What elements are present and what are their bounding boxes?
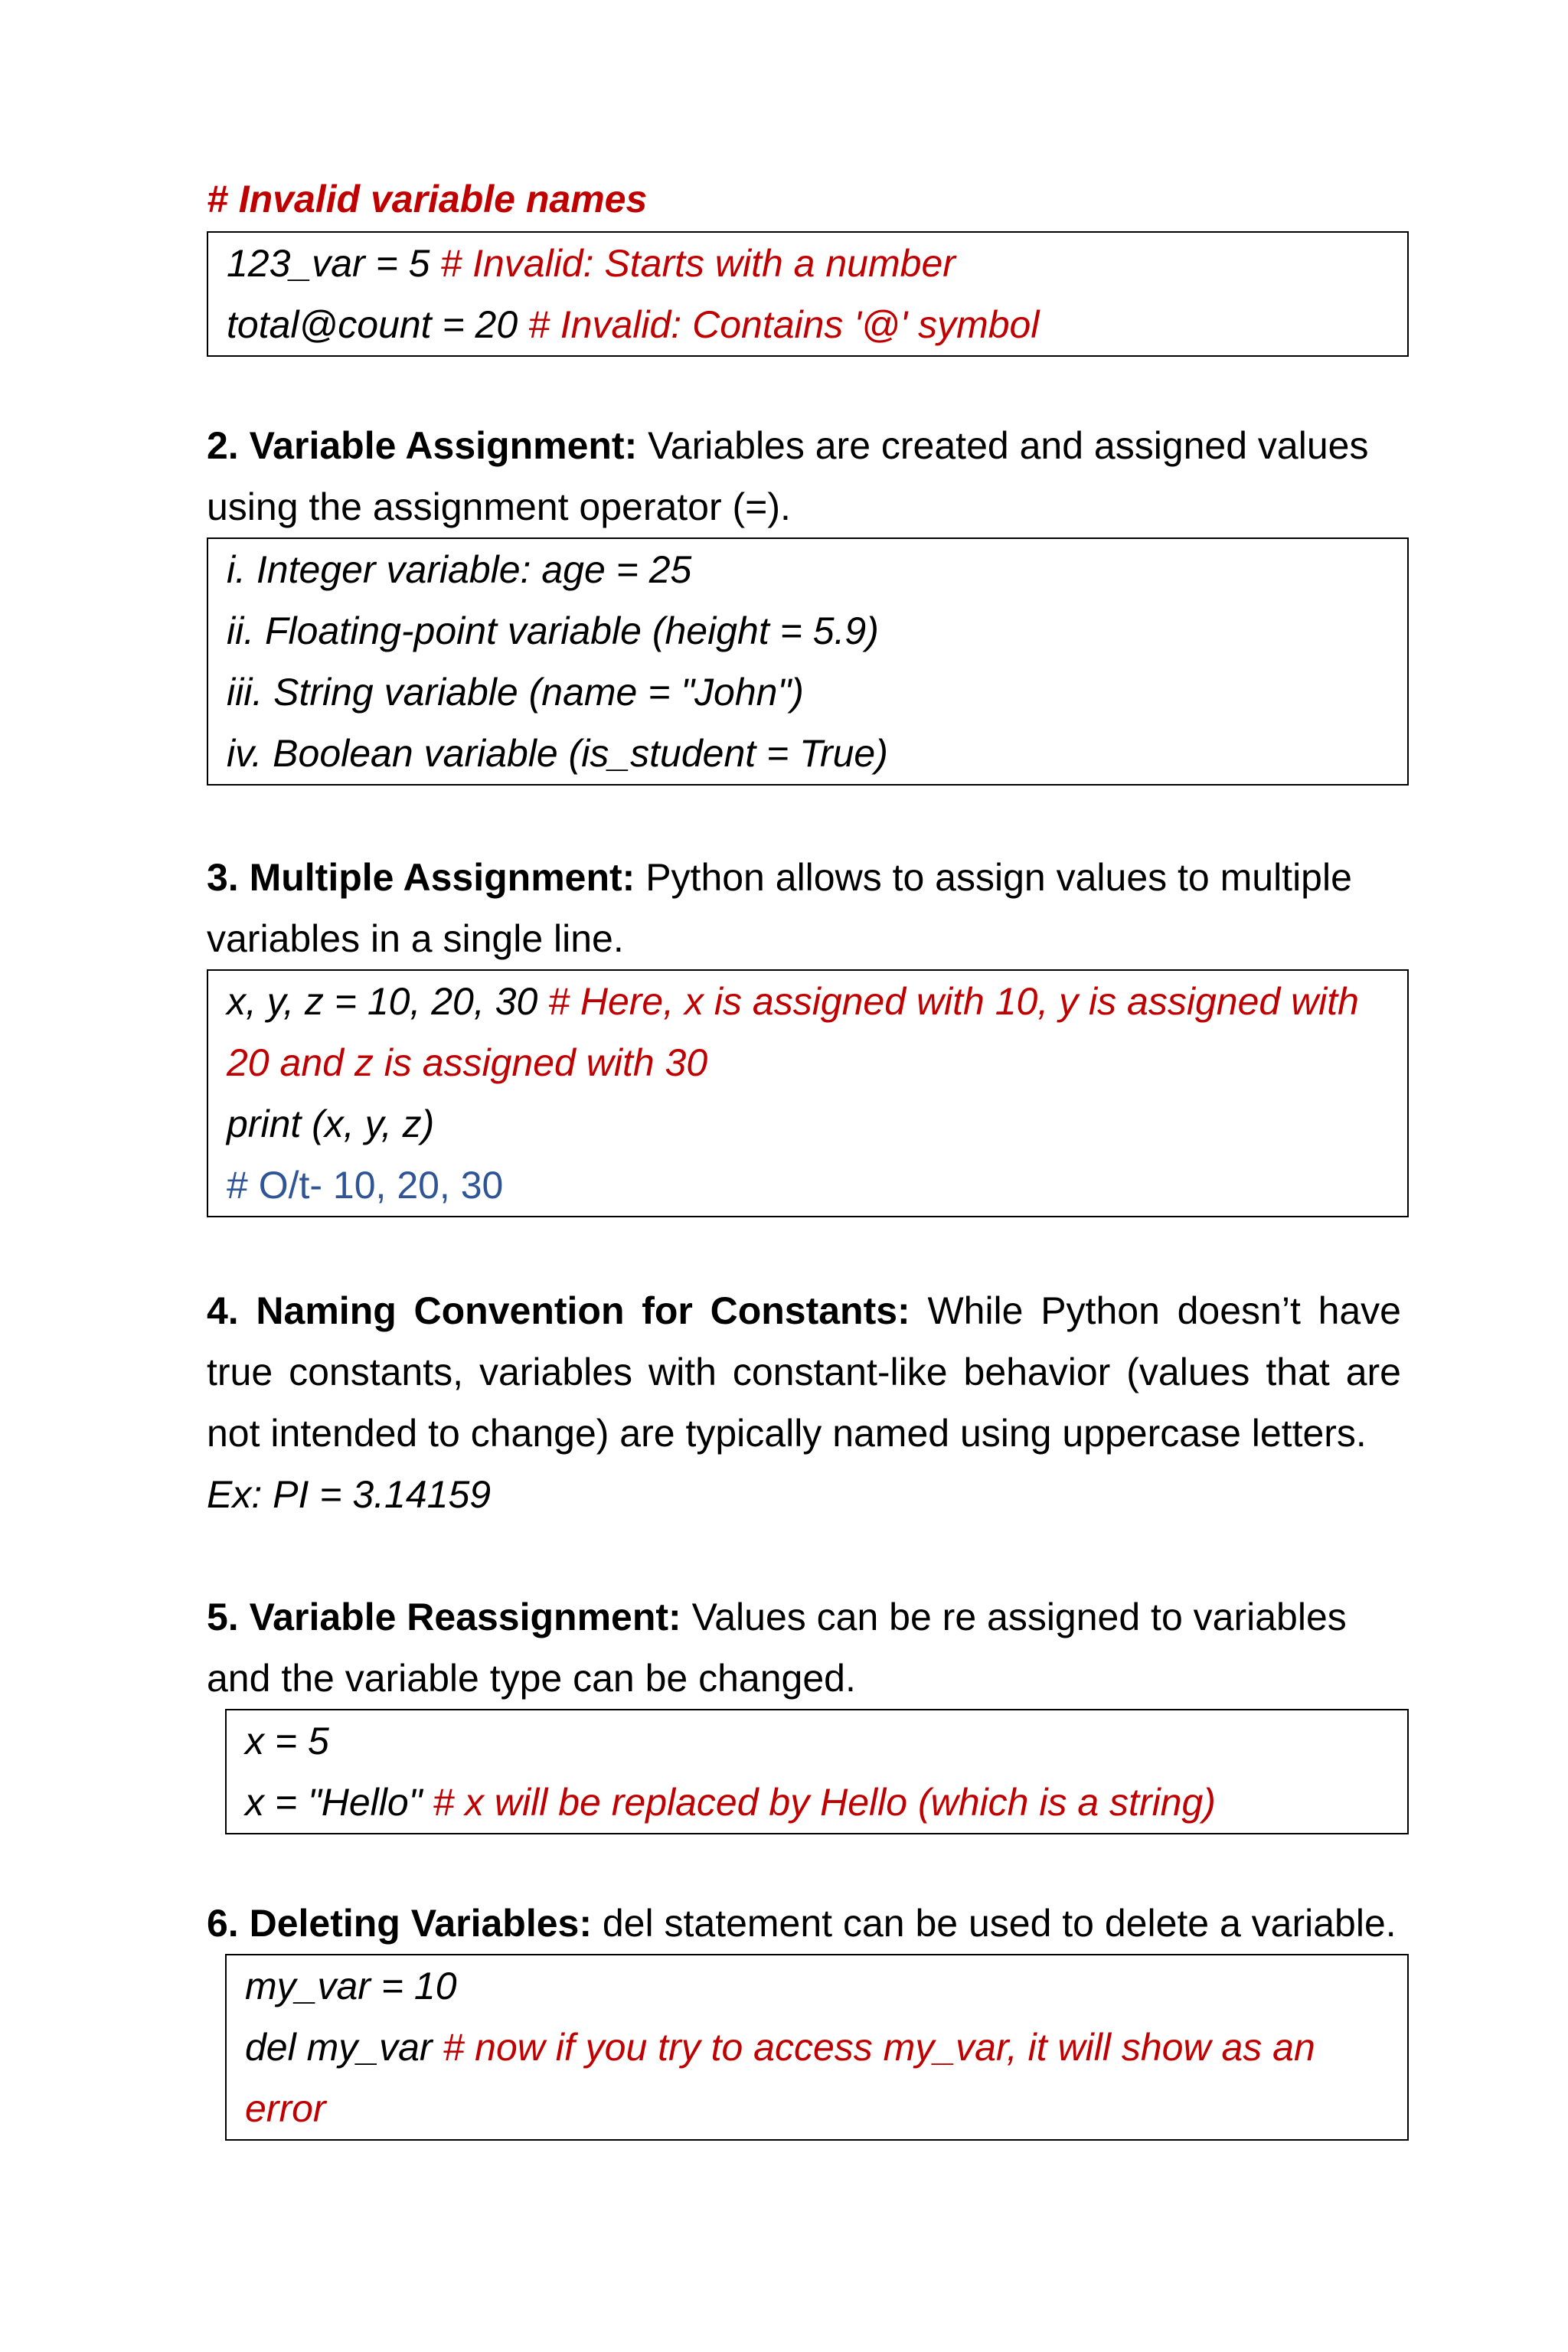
code-line: ii. Floating-point variable (height = 5.9) [227, 609, 879, 652]
deleting-body: del statement can be used to delete a variable. [591, 1902, 1396, 1945]
reassignment-body: Values can be re assigned to variables and the variable type can be changed. [207, 1596, 1347, 1700]
code-text: x, y, z = 10, 20, 30 [227, 980, 549, 1023]
code-line [208, 233, 1407, 294]
constants-title: 4. Naming Convention for Constants: [207, 1289, 910, 1332]
constants-example: Ex: PI = 3.14159 [207, 1473, 492, 1516]
code-line [208, 294, 1407, 355]
deleting-title: 6. Deleting Variables: [207, 1902, 592, 1945]
code-line: iv. Boolean variable (is_student = True) [227, 732, 888, 775]
invalid-names-code-box [207, 231, 1409, 357]
code-comment: # Here, x is assigned with 10, y is assigned with 20 and z is assigned with 30 [227, 980, 1359, 1084]
code-line: x = 5 [245, 1720, 329, 1762]
assignment-code-box [207, 537, 1409, 786]
output-line: # O/t- 10, 20, 30 [227, 1164, 504, 1207]
code-line: print (x, y, z) [227, 1102, 435, 1145]
multiple-paragraph [207, 847, 1401, 969]
code-comment: # x will be replaced by Hello (which is a string) [433, 1781, 1216, 1824]
code-text: 123_var = 5 [227, 242, 441, 285]
code-line: i. Integer variable: age = 25 [227, 548, 692, 591]
code-comment: # now if you try to access my_var, it will show as an error [245, 2026, 1315, 2130]
multiple-title: 3. Multiple Assignment: [207, 856, 635, 899]
code-comment: # Invalid: Starts with a number [440, 242, 956, 285]
code-line: my_var = 10 [245, 1965, 457, 2007]
reassignment-code-box [225, 1709, 1409, 1834]
deleting-paragraph [207, 1893, 1401, 1954]
reassignment-title: 5. Variable Reassignment: [207, 1596, 681, 1638]
code-line: iii. String variable (name = "John") [227, 671, 804, 714]
assignment-body: Variables are created and assigned values using the assignment operator (=). [207, 424, 1369, 528]
assignment-paragraph [207, 415, 1401, 537]
multiple-code-box [207, 969, 1409, 1217]
multiple-body: Python allows to assign values to multiple variables in a single line. [207, 856, 1352, 960]
deleting-code-box [225, 1954, 1409, 2141]
constants-paragraph [207, 1280, 1401, 1464]
assignment-title: 2. Variable Assignment: [207, 424, 638, 467]
code-line [227, 2017, 1407, 2139]
code-text: total@count = 20 [227, 303, 529, 346]
code-line [227, 1772, 1407, 1833]
reassignment-paragraph [207, 1586, 1401, 1709]
code-text: del my_var [245, 2026, 443, 2069]
constants-body: While Python doesn’t have true constants, variables with constant-like behavior (values that are not intended to change) are typically named using uppercase letters. [207, 1289, 1401, 1455]
invalid-names-heading: # Invalid variable names [207, 178, 648, 220]
code-text: x = "Hello" [245, 1781, 433, 1824]
code-line [208, 971, 1407, 1093]
code-comment: # Invalid: Contains '@' symbol [528, 303, 1040, 346]
